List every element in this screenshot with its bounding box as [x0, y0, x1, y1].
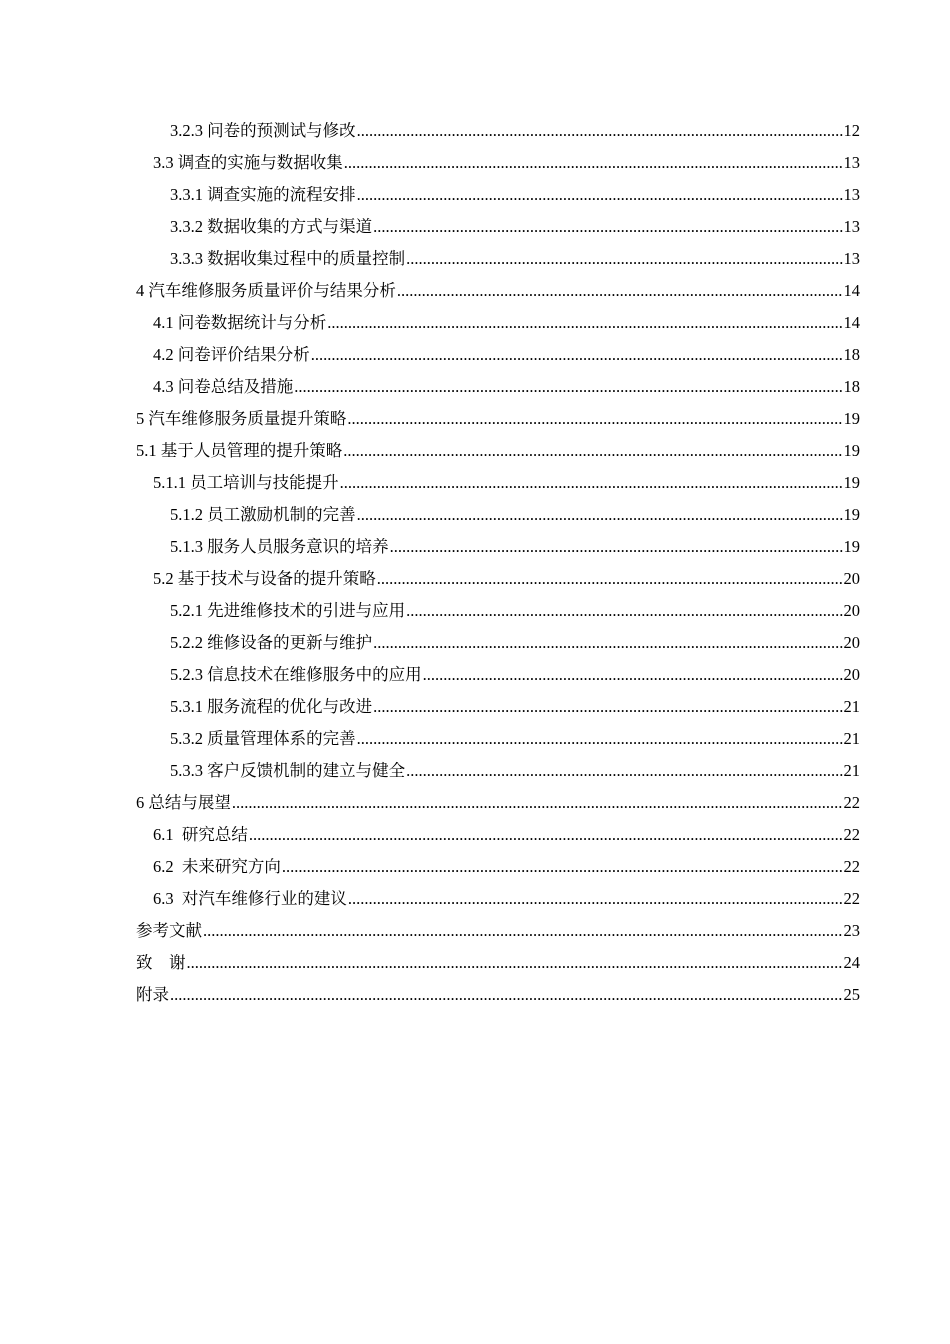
toc-entry[interactable] — [136, 243, 860, 275]
dot-leader — [282, 851, 843, 883]
toc-entry[interactable] — [136, 947, 860, 979]
toc-entry-page: 20 — [843, 665, 860, 684]
toc-entry[interactable] — [136, 275, 860, 307]
toc-entry-title: 3.2.3 问卷的预测试与修改 — [170, 121, 356, 140]
dot-leader — [406, 595, 842, 627]
toc-entry[interactable] — [136, 915, 860, 947]
table-of-contents — [136, 115, 860, 1011]
dot-leader — [203, 915, 843, 947]
toc-entry-page: 19 — [843, 537, 860, 556]
toc-entry[interactable] — [136, 339, 860, 371]
dot-leader — [187, 947, 843, 979]
toc-entry-page: 23 — [843, 921, 860, 940]
dot-leader — [294, 371, 842, 403]
toc-entry[interactable] — [136, 403, 860, 435]
toc-entry-page: 14 — [843, 313, 860, 332]
toc-entry[interactable] — [136, 819, 860, 851]
dot-leader — [340, 467, 843, 499]
dot-leader — [373, 691, 842, 723]
toc-entry-page: 12 — [843, 121, 860, 140]
toc-entry[interactable] — [136, 371, 860, 403]
dot-leader — [377, 563, 843, 595]
toc-entry-page: 18 — [843, 345, 860, 364]
toc-entry-title: 5.1.3 服务人员服务意识的培养 — [170, 537, 389, 556]
toc-entry-page: 13 — [843, 217, 860, 236]
dot-leader — [348, 883, 843, 915]
toc-entry-title: 3.3.2 数据收集的方式与渠道 — [170, 217, 373, 236]
toc-entry[interactable] — [136, 147, 860, 179]
toc-entry[interactable] — [136, 691, 860, 723]
toc-entry-page: 19 — [843, 505, 860, 524]
toc-entry[interactable] — [136, 595, 860, 627]
toc-entry[interactable] — [136, 563, 860, 595]
toc-entry[interactable] — [136, 499, 860, 531]
toc-entry[interactable] — [136, 307, 860, 339]
toc-entry[interactable] — [136, 467, 860, 499]
toc-entry[interactable] — [136, 115, 860, 147]
toc-entry-title: 6.3 对汽车维修行业的建议 — [153, 889, 347, 908]
dot-leader — [406, 755, 842, 787]
toc-entry-title: 5.2.2 维修设备的更新与维护 — [170, 633, 373, 652]
toc-entry-title: 4.3 问卷总结及措施 — [153, 377, 294, 396]
toc-entry-title: 4.1 问卷数据统计与分析 — [153, 313, 327, 332]
dot-leader — [390, 531, 843, 563]
toc-entry-page: 13 — [843, 249, 860, 268]
toc-entry-title: 5.2.3 信息技术在维修服务中的应用 — [170, 665, 422, 684]
toc-entry[interactable] — [136, 627, 860, 659]
toc-entry-title: 3.3.1 调查实施的流程安排 — [170, 185, 356, 204]
toc-entry[interactable] — [136, 211, 860, 243]
toc-entry-page: 24 — [843, 953, 860, 972]
dot-leader — [373, 211, 842, 243]
toc-entry[interactable] — [136, 659, 860, 691]
toc-entry-title: 5.3.3 客户反馈机制的建立与健全 — [170, 761, 406, 780]
dot-leader — [357, 179, 843, 211]
toc-entry-title: 5 汽车维修服务质量提升策略 — [136, 409, 347, 428]
toc-entry-title: 6 总结与展望 — [136, 793, 231, 812]
toc-entry-title: 3.3.3 数据收集过程中的质量控制 — [170, 249, 406, 268]
toc-entry[interactable] — [136, 787, 860, 819]
toc-entry[interactable] — [136, 979, 860, 1011]
dot-leader — [357, 499, 843, 531]
toc-entry[interactable] — [136, 883, 860, 915]
toc-entry-page: 19 — [843, 409, 860, 428]
toc-entry[interactable] — [136, 723, 860, 755]
toc-entry-page: 22 — [843, 857, 860, 876]
toc-entry-page: 20 — [843, 601, 860, 620]
toc-entry-title: 3.3 调查的实施与数据收集 — [153, 153, 343, 172]
toc-entry-page: 20 — [843, 569, 860, 588]
dot-leader — [249, 819, 843, 851]
toc-entry-title: 附录 — [136, 985, 169, 1004]
toc-entry-title: 5.1.2 员工激励机制的完善 — [170, 505, 356, 524]
dot-leader — [311, 339, 843, 371]
dot-leader — [373, 627, 842, 659]
toc-entry[interactable] — [136, 851, 860, 883]
toc-entry[interactable] — [136, 531, 860, 563]
toc-entry-page: 22 — [843, 825, 860, 844]
dot-leader — [232, 787, 843, 819]
toc-entry-title: 6.1 研究总结 — [153, 825, 248, 844]
toc-entry-page: 21 — [843, 761, 860, 780]
toc-entry-title: 参考文献 — [136, 921, 202, 940]
toc-entry[interactable] — [136, 755, 860, 787]
toc-entry-page: 21 — [843, 729, 860, 748]
dot-leader — [397, 275, 843, 307]
toc-entry-page: 19 — [843, 473, 860, 492]
toc-entry-page: 25 — [843, 985, 860, 1004]
toc-entry-title: 5.1.1 员工培训与技能提升 — [153, 473, 339, 492]
toc-entry-title: 5.3.1 服务流程的优化与改进 — [170, 697, 373, 716]
toc-entry-title: 5.3.2 质量管理体系的完善 — [170, 729, 356, 748]
toc-entry-page: 21 — [843, 697, 860, 716]
toc-entry-page: 22 — [843, 889, 860, 908]
dot-leader — [343, 435, 842, 467]
toc-entry-page: 19 — [843, 441, 860, 460]
toc-entry-page: 13 — [843, 185, 860, 204]
toc-entry-page: 18 — [843, 377, 860, 396]
toc-entry-title: 6.2 未来研究方向 — [153, 857, 281, 876]
toc-entry-page: 14 — [843, 281, 860, 300]
toc-entry-page: 13 — [843, 153, 860, 172]
dot-leader — [170, 979, 843, 1011]
dot-leader — [423, 659, 843, 691]
toc-entry-title: 4.2 问卷评价结果分析 — [153, 345, 310, 364]
dot-leader — [357, 723, 843, 755]
dot-leader — [344, 147, 843, 179]
toc-entry[interactable] — [136, 179, 860, 211]
dot-leader — [406, 243, 842, 275]
dot-leader — [357, 115, 843, 147]
dot-leader — [327, 307, 842, 339]
toc-entry-title: 5.2 基于技术与设备的提升策略 — [153, 569, 376, 588]
toc-entry-title: 5.2.1 先进维修技术的引进与应用 — [170, 601, 406, 620]
toc-entry-title: 5.1 基于人员管理的提升策略 — [136, 441, 343, 460]
toc-entry-page: 22 — [843, 793, 860, 812]
dot-leader — [347, 403, 842, 435]
toc-entry-title: 致 谢 — [136, 953, 186, 972]
toc-entry-title: 4 汽车维修服务质量评价与结果分析 — [136, 281, 396, 300]
toc-entry[interactable] — [136, 435, 860, 467]
toc-entry-page: 20 — [843, 633, 860, 652]
